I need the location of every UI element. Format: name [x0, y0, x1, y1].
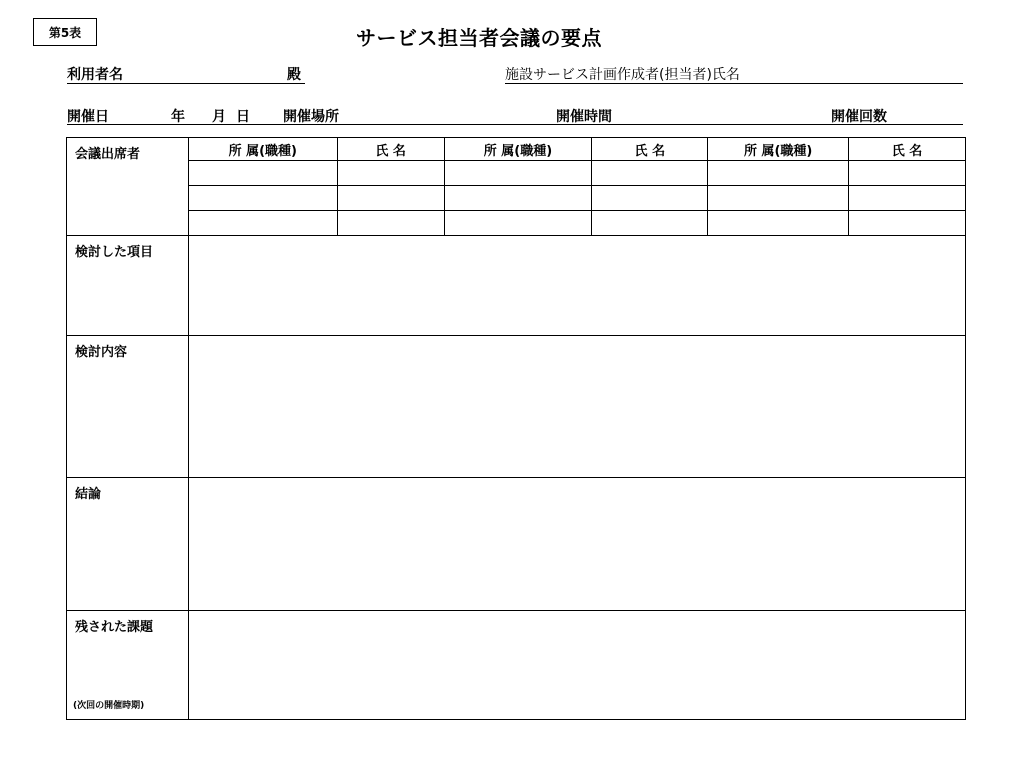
header-affiliation-1: 所 属(職種) [188, 138, 337, 161]
month-label: 月 [212, 109, 226, 125]
attendee-cell[interactable] [188, 161, 337, 186]
year-label: 年 [171, 109, 185, 125]
content-field[interactable] [188, 336, 965, 478]
remaining-issues-label: 残された課題 [75, 620, 154, 635]
header-affiliation-3: 所 属(職種) [708, 138, 849, 161]
attendee-cell[interactable] [592, 186, 708, 211]
attendee-cell[interactable] [849, 186, 966, 211]
attendee-cell[interactable] [444, 211, 592, 236]
table-number-badge: 第5表 [33, 18, 97, 46]
attendee-cell[interactable] [592, 161, 708, 186]
attendee-row [67, 161, 966, 186]
header-name-1: 氏 名 [337, 138, 444, 161]
attendee-row [67, 186, 966, 211]
attendee-cell[interactable] [849, 161, 966, 186]
count-label: 開催回数 [831, 109, 887, 125]
page-title: サービス担当者会議の要点 [356, 26, 602, 50]
attendee-cell[interactable] [337, 186, 444, 211]
items-label: 検討した項目 [67, 236, 189, 336]
attendees-label: 会議出席者 [67, 138, 189, 236]
attendee-cell[interactable] [337, 211, 444, 236]
header-name-2: 氏 名 [592, 138, 708, 161]
remaining-issues-field[interactable] [188, 611, 965, 720]
attendee-cell[interactable] [592, 211, 708, 236]
planner-label: 施設サービス計画作成者(担当者)氏名 [505, 67, 740, 83]
next-meeting-note: (次回の開催時期) [73, 701, 145, 711]
attendee-cell[interactable] [337, 161, 444, 186]
attendee-cell[interactable] [708, 161, 849, 186]
meeting-table [66, 137, 966, 720]
honorific-label: 殿 [287, 67, 301, 83]
time-label: 開催時間 [556, 109, 612, 125]
attendee-cell[interactable] [444, 186, 592, 211]
day-label: 日 [236, 109, 250, 125]
conclusion-label: 結論 [67, 478, 189, 611]
meeting-info-field[interactable] [67, 124, 963, 125]
items-field[interactable] [188, 236, 965, 336]
attendee-cell[interactable] [188, 211, 337, 236]
user-name-label: 利用者名 [67, 67, 123, 83]
attendee-cell[interactable] [188, 186, 337, 211]
attendee-cell[interactable] [708, 186, 849, 211]
content-label: 検討内容 [67, 336, 189, 478]
conclusion-field[interactable] [188, 478, 965, 611]
remaining-issues-cell [67, 611, 189, 720]
planner-field[interactable] [505, 83, 963, 84]
header-affiliation-2: 所 属(職種) [444, 138, 592, 161]
attendee-cell[interactable] [849, 211, 966, 236]
attendee-cell[interactable] [708, 211, 849, 236]
user-name-field[interactable] [67, 83, 305, 84]
place-label: 開催場所 [283, 109, 339, 125]
attendee-row [67, 211, 966, 236]
attendee-cell[interactable] [444, 161, 592, 186]
header-name-3: 氏 名 [849, 138, 966, 161]
date-label: 開催日 [67, 109, 109, 125]
